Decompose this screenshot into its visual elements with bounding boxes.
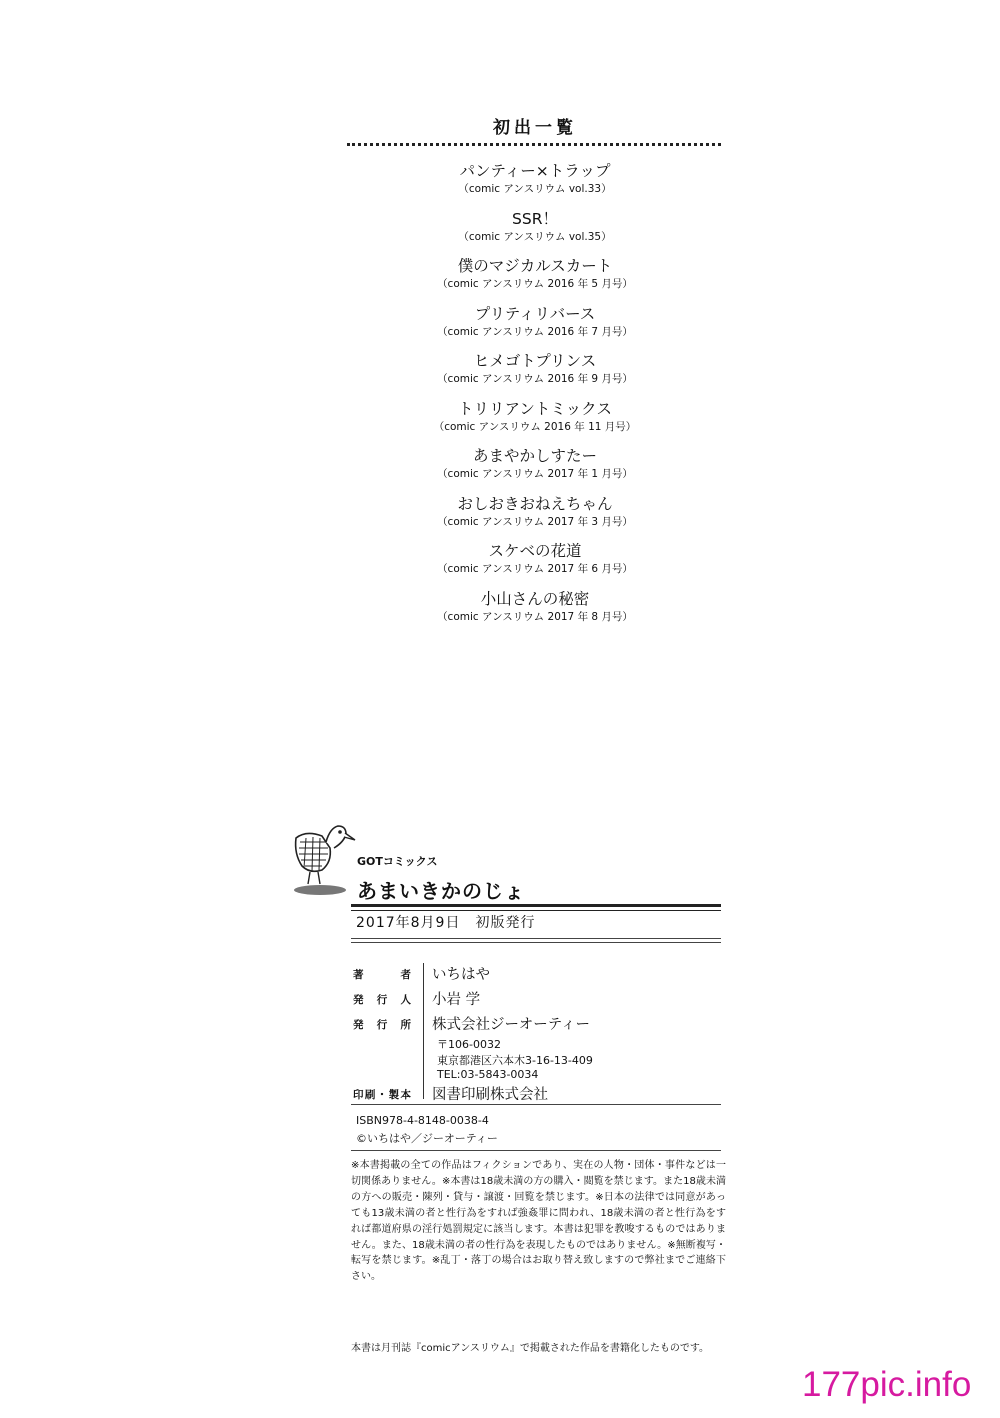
story-source: （comic アンスリウム 2017 年 6 月号） — [437, 563, 633, 575]
story-title: 小山さんの秘密 — [480, 589, 590, 608]
story-title: トリリアントミックス — [458, 399, 612, 418]
story-source: （comic アンスリウム vol.33） — [458, 183, 612, 195]
list-item — [340, 540, 730, 588]
publication-date: 2017年8月9日 初版発行 — [356, 915, 536, 931]
first-appearance-list — [340, 160, 730, 635]
list-item — [340, 350, 730, 398]
list-item — [340, 160, 730, 208]
publisher-person-label: 発行人 — [353, 994, 411, 1006]
divider — [351, 938, 721, 939]
story-title: SSR！ — [512, 209, 558, 228]
postal-code: 〒106-0032 — [437, 1038, 501, 1051]
list-item — [340, 303, 730, 351]
story-title: ヒメゴトプリンス — [473, 352, 597, 370]
series-name: GOTコミックス — [357, 855, 438, 868]
story-title: プリティリバース — [474, 304, 596, 323]
story-source: （comic アンスリウム 2017 年 1 月号） — [437, 468, 633, 480]
bird-logo-icon — [286, 818, 361, 898]
story-source: （comic アンスリウム 2016 年 7 月号） — [437, 325, 633, 338]
isbn: ISBN978-4-8148-0038-4 — [356, 1114, 489, 1127]
address: 東京都港区六本木3-16-13-409 — [437, 1054, 593, 1067]
list-item — [340, 208, 730, 256]
list-item — [340, 398, 730, 446]
publisher-person-name: 小岩 学 — [432, 992, 481, 1008]
story-title: パンティー×トラップ — [459, 162, 611, 180]
double-divider — [351, 904, 721, 911]
publisher-name: 株式会社ジーオーティー — [432, 1017, 591, 1033]
author-name: いちはや — [432, 967, 490, 983]
story-title: 僕のマジカルスカート — [457, 257, 613, 275]
list-item — [340, 588, 730, 636]
publication-note: 本書は月刊誌『comicアンスリウム』で掲載された作品を書籍化したものです。 — [351, 1343, 710, 1354]
list-item — [340, 445, 730, 493]
story-title: あまやかしすたー — [472, 447, 597, 465]
vertical-divider — [423, 963, 424, 1099]
story-source: （comic アンスリウム 2017 年 8 月号） — [437, 610, 633, 623]
story-source: （comic アンスリウム 2017 年 3 月号） — [437, 515, 633, 528]
page-title: 初出一覧 — [493, 118, 577, 138]
story-title: スケベの花道 — [488, 542, 582, 560]
author-label: 著 者 — [353, 969, 411, 981]
divider — [351, 942, 721, 943]
story-source: （comic アンスリウム 2016 年 5 月号） — [437, 278, 633, 290]
story-source: （comic アンスリウム 2016 年 9 月号） — [437, 373, 633, 385]
divider — [351, 1150, 721, 1151]
legal-notice: ※本書掲載の全ての作品はフィクションであり、実在の人物・団体・事件などは一切関係ありません。※本書は18歳未満の方の購入・閲覧を禁じます。また18歳未満の方への販売・陳列・貸与・譲渡・回覧を禁じます。※日本の法律では同意があっても13歳未満の者と性行為をすれば強姦罪に問われ、18歳未満の者と性行為をすれば都道府県の淫行処罰規定に該当します。本書は犯罪を教唆するものではありません。また、18歳未満の者の性行為を表現したものではありません。※無断複写・転写を禁じます。※乱丁・落丁の場合はお取り替え致しますので弊社までご連絡下さい。 — [351, 1160, 726, 1283]
copyright: ©いちはや／ジーオーティー — [356, 1132, 498, 1145]
book-title: あまいきかのじょ — [357, 879, 525, 903]
list-item — [340, 493, 730, 541]
dotted-divider — [347, 143, 721, 146]
list-item — [340, 255, 730, 303]
publisher-label: 発行所 — [353, 1019, 411, 1031]
divider — [351, 1104, 721, 1105]
printer-name: 図書印刷株式会社 — [432, 1087, 548, 1103]
telephone: TEL:03-5843-0034 — [437, 1068, 539, 1081]
story-title: おしおきおねえちゃん — [457, 494, 613, 513]
watermark: 177pic.info — [802, 1365, 972, 1404]
story-source: （comic アンスリウム 2016 年 11 月号） — [433, 420, 637, 433]
story-source: （comic アンスリウム vol.35） — [458, 230, 612, 243]
printer-label: 印刷・製本 — [353, 1089, 411, 1101]
